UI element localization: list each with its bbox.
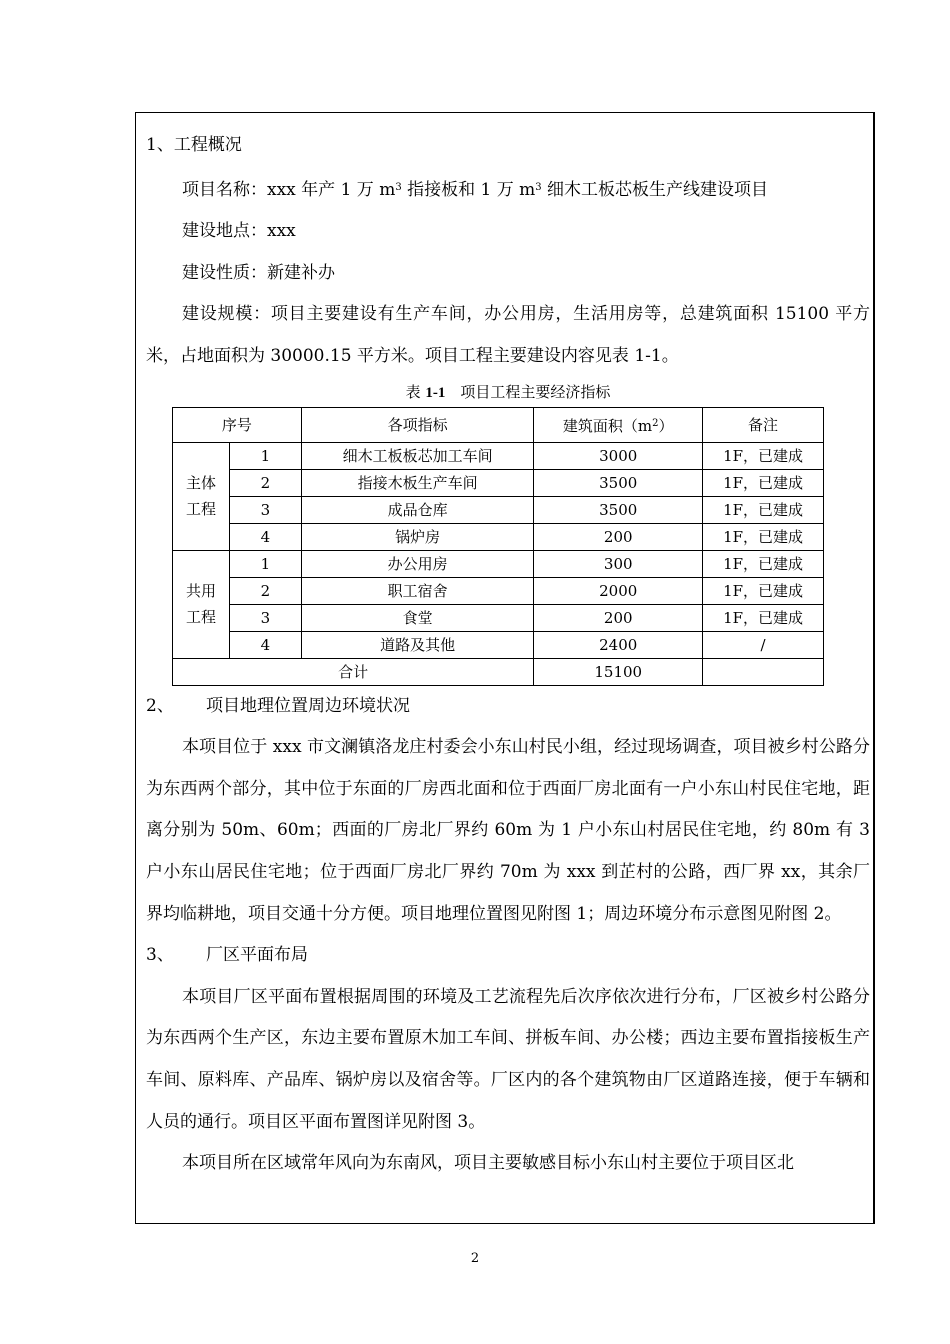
document-frame: [135, 112, 875, 1224]
section2-title: 项目地理位置周边环境状况: [206, 695, 410, 716]
page-number: 2: [470, 1251, 480, 1266]
section3-paragraph-1: 本项目厂区平面布置根据周围的环境及工艺流程先后次序依次进行分布，厂区被乡村公路分为东西两个生产区，东边主要布置原木加工车间、拼板车间、办公楼；西边主要布置指接板生产车间、原料库、产品库、锅炉房以及宿舍等。厂区内的各个建筑物由厂区道路连接，便于车辆和人员的通行。项目区平面布置图详见附图 3。: [146, 986, 870, 1132]
project-name-sup2: 3: [535, 181, 542, 193]
section3-heading: [146, 935, 870, 977]
table-row: [173, 631, 824, 658]
group-label-shared: [173, 550, 230, 658]
row-no: 2: [229, 469, 301, 496]
table-row: [173, 523, 824, 550]
table-header-row: [173, 407, 824, 442]
row-name: 成品仓库: [301, 496, 534, 523]
row-area: 300: [534, 550, 703, 577]
row-area: 3500: [534, 496, 703, 523]
header-seq: 序号: [173, 407, 302, 442]
table-row: [173, 469, 824, 496]
header-area: [534, 407, 703, 442]
row-note: 1F，已建成: [703, 550, 824, 577]
row-note: /: [703, 631, 824, 658]
economic-indicators-table: [172, 407, 824, 686]
document-content: [146, 125, 870, 1185]
row-area: 3000: [534, 442, 703, 469]
group-label-line1: 共用: [185, 582, 216, 601]
section3-number: 3、: [146, 945, 174, 966]
row-note: 1F，已建成: [703, 577, 824, 604]
row-name: 锅炉房: [301, 523, 534, 550]
header-area-prefix: 建筑面积（m: [562, 416, 653, 435]
header-area-suffix: ）: [658, 416, 674, 435]
section1-heading: [146, 125, 870, 167]
row-area: 3500: [534, 469, 703, 496]
header-note: 备注: [703, 407, 824, 442]
row-no: 3: [229, 496, 301, 523]
total-note: [703, 658, 824, 685]
row-area: 200: [534, 604, 703, 631]
section2-number: 2、: [146, 695, 174, 716]
project-name-line: [146, 167, 870, 212]
project-name-sup1: 3: [395, 181, 402, 193]
row-no: 4: [229, 631, 301, 658]
row-no: 1: [229, 550, 301, 577]
header-item: 各项指标: [301, 407, 534, 442]
caption-title: 项目工程主要经济指标: [445, 382, 611, 401]
table-row: [173, 577, 824, 604]
row-note: 1F，已建成: [703, 604, 824, 631]
row-area: 200: [534, 523, 703, 550]
header-area-sup: 2: [652, 417, 659, 429]
total-label: 合计: [173, 658, 534, 685]
section1-heading-text: 1、工程概况: [146, 135, 242, 155]
row-name: 道路及其他: [301, 631, 534, 658]
group-label-line1: 主体: [185, 474, 216, 493]
row-name: 食堂: [301, 604, 534, 631]
row-no: 3: [229, 604, 301, 631]
row-name: 办公用房: [301, 550, 534, 577]
row-note: 1F，已建成: [703, 442, 824, 469]
table-row: [173, 604, 824, 631]
group-label-line2: 工程: [185, 608, 216, 627]
project-name-prefix: 项目名称：xxx 年产 1 万 m: [182, 179, 396, 200]
project-name-suffix: 细木工板芯板生产线建设项目: [541, 179, 769, 200]
group-label-main: [173, 442, 230, 550]
row-no: 1: [229, 442, 301, 469]
row-name: 指接木板生产车间: [301, 469, 534, 496]
scale-paragraph: 建设规模：项目主要建设有生产车间，办公用房，生活用房等，总建筑面积 15100 平方米，占地面积为 30000.15 平方米。项目工程主要建设内容见表 1-1。: [146, 304, 870, 366]
row-no: 2: [229, 577, 301, 604]
caption-prefix: 表: [405, 382, 426, 401]
total-area: 15100: [534, 658, 703, 685]
row-name: 细木工板板芯加工车间: [301, 442, 534, 469]
project-name-mid: 指接板和 1 万 m: [401, 179, 536, 200]
caption-number: 1-1: [425, 384, 446, 401]
row-note: 1F，已建成: [703, 469, 824, 496]
section2-heading: [146, 686, 870, 728]
location-line: 建设地点：xxx: [182, 221, 296, 242]
row-name: 职工宿舍: [301, 577, 534, 604]
table-row: [173, 496, 824, 523]
row-note: 1F，已建成: [703, 496, 824, 523]
row-note: 1F，已建成: [703, 523, 824, 550]
table-caption: [146, 382, 870, 403]
table-total-row: [173, 658, 824, 685]
group-label-line2: 工程: [185, 500, 216, 519]
row-area: 2400: [534, 631, 703, 658]
nature-line: 建设性质：新建补办: [182, 262, 335, 283]
table-row: [173, 550, 824, 577]
section3-title: 厂区平面布局: [206, 945, 308, 966]
table-row: [173, 442, 824, 469]
section2-paragraph: 本项目位于 xxx 市文澜镇洛龙庄村委会小东山村民小组，经过现场调查，项目被乡村公路分为东西两个部分，其中位于东面的厂房西北面和位于西面厂房北面有一户小东山村民住宅地，距离分别为 50m、60m；西面的厂房北厂界约 60m 为 1 户小东山村居民住宅地，约 80m 有 3 户小东山居民住宅地；位于西面厂房北厂界约 70m 为 xxx 到芷村的公路，西厂界 xx，其余厂界均临耕地，项目交通十分方便。项目地理位置图见附图 1；周边环境分布示意图见附图 2。: [146, 737, 870, 924]
row-no: 4: [229, 523, 301, 550]
section3-paragraph-2: 本项目所在区域常年风向为东南风，项目主要敏感目标小东山村主要位于项目区北: [182, 1153, 794, 1174]
row-area: 2000: [534, 577, 703, 604]
